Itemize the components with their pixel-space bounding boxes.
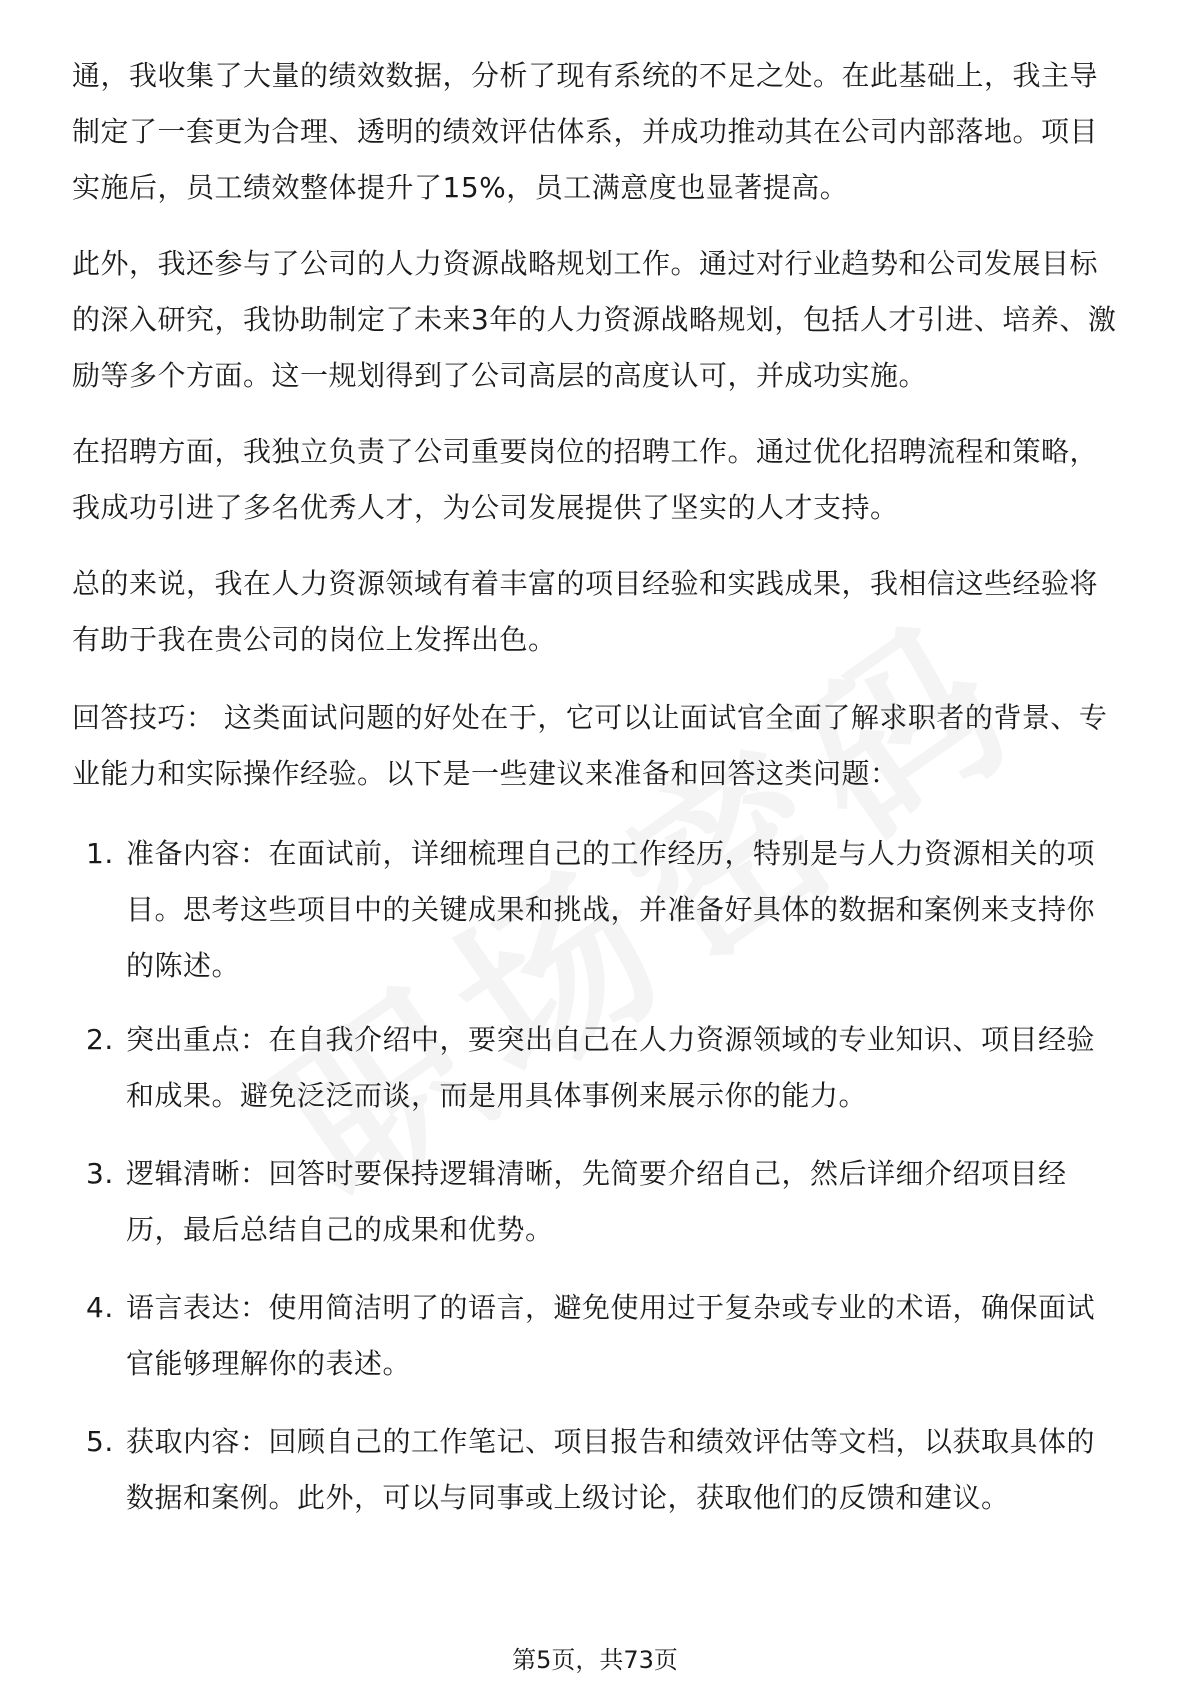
list-item (72, 1012, 1122, 1124)
list-number: 2. (86, 1023, 114, 1056)
list-item-text: 突出重点：在自我介绍中，要突出自己在人力资源领域的专业知识、项目经验和成果。避免泛泛而谈，而是用具体事例来展示你的能力。 (126, 1023, 1096, 1112)
list-item-text: 语言表达：使用简洁明了的语言，避免使用过于复杂或专业的术语，确保面试官能够理解你的表述。 (126, 1291, 1096, 1380)
list-number: 4. (86, 1291, 114, 1324)
list-item-text: 逻辑清晰：回答时要保持逻辑清晰，先简要介绍自己，然后详细介绍项目经历，最后总结自己的成果和优势。 (126, 1157, 1067, 1246)
page-number-footer: 第5页，共73页 (512, 1646, 678, 1674)
paragraph-recruitment: 在招聘方面，我独立负责了公司重要岗位的招聘工作。通过优化招聘流程和策略，我成功引进了多名优秀人才，为公司发展提供了坚实的人才支持。 (72, 435, 1099, 524)
list-item (72, 1280, 1122, 1392)
list-number: 5. (86, 1425, 114, 1458)
list-number: 1. (86, 837, 114, 870)
list-item (72, 1414, 1122, 1526)
paragraph-summary: 总的来说，我在人力资源领域有着丰富的项目经验和实践成果，我相信这些经验将有助于我在贵公司的岗位上发挥出色。 (72, 567, 1099, 656)
list-item (72, 1146, 1122, 1258)
paragraph-performance-system: 通，我收集了大量的绩效数据，分析了现有系统的不足之处。在此基础上，我主导制定了一套更为合理、透明的绩效评估体系，并成功推动其在公司内部落地。项目实施后，员工绩效整体提升了15%，员工满意度也显著提高。 (72, 59, 1099, 204)
paragraph-answer-tips: 回答技巧： 这类面试问题的好处在于，它可以让面试官全面了解求职者的背景、专业能力和实际操作经验。以下是一些建议来准备和回答这类问题： (72, 701, 1108, 790)
paragraph-hr-strategy: 此外，我还参与了公司的人力资源战略规划工作。通过对行业趋势和公司发展目标的深入研究，我协助制定了未来3年的人力资源战略规划，包括人才引进、培养、激励等多个方面。这一规划得到了公司高层的高度认可，并成功实施。 (72, 247, 1117, 392)
list-number: 3. (86, 1157, 114, 1190)
list-item-text: 准备内容：在面试前，详细梳理自己的工作经历，特别是与人力资源相关的项目。思考这些项目中的关键成果和挑战，并准备好具体的数据和案例来支持你的陈述。 (126, 837, 1096, 982)
list-item-text: 获取内容：回顾自己的工作笔记、项目报告和绩效评估等文档，以获取具体的数据和案例。此外，可以与同事或上级讨论，获取他们的反馈和建议。 (126, 1425, 1096, 1514)
list-item (72, 826, 1122, 994)
